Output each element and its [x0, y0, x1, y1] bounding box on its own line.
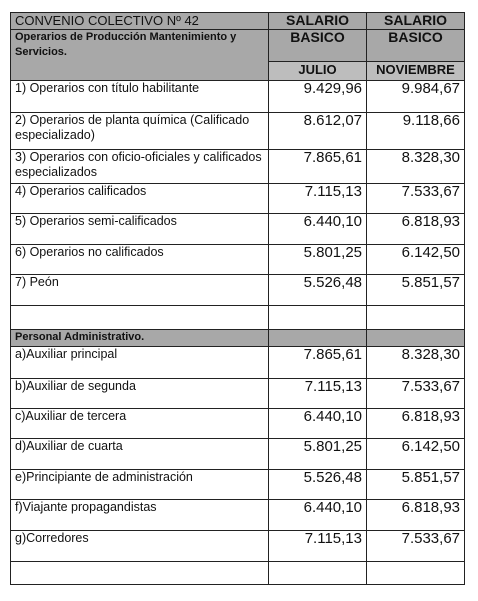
category-label: 2) Operarios de planta química (Calificado especializado) — [11, 113, 269, 150]
category-label: 5) Operarios semi-calificados — [11, 214, 269, 245]
salary-julio: 9.429,96 — [269, 81, 367, 113]
salary-noviembre: 6.818,93 — [367, 409, 465, 439]
salary-julio: 7.115,13 — [269, 184, 367, 214]
category-label: g)Corredores — [11, 531, 269, 562]
salary-julio: 7.865,61 — [269, 150, 367, 184]
julio-header-salario: SALARIO — [269, 13, 367, 30]
table-row — [11, 245, 465, 275]
salary-noviembre: 9.984,67 — [367, 81, 465, 113]
salary-noviembre: 7.533,67 — [367, 379, 465, 409]
salary-table — [10, 12, 465, 585]
salary-noviembre: 6.142,50 — [367, 245, 465, 275]
category-label: 6) Operarios no calificados — [11, 245, 269, 275]
salary-noviembre: 5.851,57 — [367, 275, 465, 306]
julio-header-basico: BASICO — [269, 30, 367, 62]
table-row — [11, 409, 465, 439]
salary-noviembre: 8.328,30 — [367, 150, 465, 184]
blank-cell — [367, 562, 465, 585]
salary-noviembre: 6.818,93 — [367, 500, 465, 531]
salary-julio: 5.801,25 — [269, 245, 367, 275]
table-row — [11, 531, 465, 562]
salary-julio: 7.115,13 — [269, 379, 367, 409]
blank-cell — [367, 306, 465, 330]
table-row — [11, 150, 465, 184]
table-row — [11, 214, 465, 245]
noviembre-header-basico: BASICO — [367, 30, 465, 62]
salary-noviembre: 6.142,50 — [367, 439, 465, 470]
salary-julio: 5.526,48 — [269, 470, 367, 500]
category-label: 7) Peón — [11, 275, 269, 306]
table-row — [11, 470, 465, 500]
salary-julio: 5.801,25 — [269, 439, 367, 470]
noviembre-header-salario: SALARIO — [367, 13, 465, 30]
category-label: b)Auxiliar de segunda — [11, 379, 269, 409]
table-row — [11, 379, 465, 409]
blank-cell — [11, 306, 269, 330]
category-label: 1) Operarios con título habilitante — [11, 81, 269, 113]
salary-julio: 7.865,61 — [269, 347, 367, 379]
production-section-heading: Operarios de Producción Mantenimiento y Servicios. — [11, 30, 269, 81]
section-fill-julio — [269, 330, 367, 347]
blank-row — [11, 306, 465, 330]
admin-section-heading: Personal Administrativo. — [11, 330, 269, 347]
blank-row — [11, 562, 465, 585]
table-title: CONVENIO COLECTIVO Nº 42 — [11, 13, 269, 30]
salary-julio: 5.526,48 — [269, 275, 367, 306]
salary-julio: 6.440,10 — [269, 214, 367, 245]
salary-julio: 7.115,13 — [269, 531, 367, 562]
blank-cell — [269, 562, 367, 585]
salary-noviembre: 6.818,93 — [367, 214, 465, 245]
admin-section-row — [11, 330, 465, 347]
julio-header-month: JULIO — [269, 62, 367, 81]
salary-noviembre: 8.328,30 — [367, 347, 465, 379]
noviembre-header-month: NOVIEMBRE — [367, 62, 465, 81]
salary-julio: 6.440,10 — [269, 500, 367, 531]
blank-cell — [269, 306, 367, 330]
category-label: 3) Operarios con oficio-oficiales y calificados especializados — [11, 150, 269, 184]
category-label: a)Auxiliar principal — [11, 347, 269, 379]
table-row — [11, 275, 465, 306]
table-row — [11, 439, 465, 470]
table-row — [11, 113, 465, 150]
table-row — [11, 81, 465, 113]
salary-julio: 6.440,10 — [269, 409, 367, 439]
section-fill-noviembre — [367, 330, 465, 347]
salary-noviembre: 7.533,67 — [367, 184, 465, 214]
category-label: f)Viajante propagandistas — [11, 500, 269, 531]
table-row — [11, 500, 465, 531]
table-row — [11, 347, 465, 379]
salary-noviembre: 7.533,67 — [367, 531, 465, 562]
salary-noviembre: 9.118,66 — [367, 113, 465, 150]
salary-julio: 8.612,07 — [269, 113, 367, 150]
category-label: c)Auxiliar de tercera — [11, 409, 269, 439]
table-row — [11, 184, 465, 214]
salary-noviembre: 5.851,57 — [367, 470, 465, 500]
blank-cell — [11, 562, 269, 585]
category-label: e)Principiante de administración — [11, 470, 269, 500]
category-label: d)Auxiliar de cuarta — [11, 439, 269, 470]
category-label: 4) Operarios calificados — [11, 184, 269, 214]
